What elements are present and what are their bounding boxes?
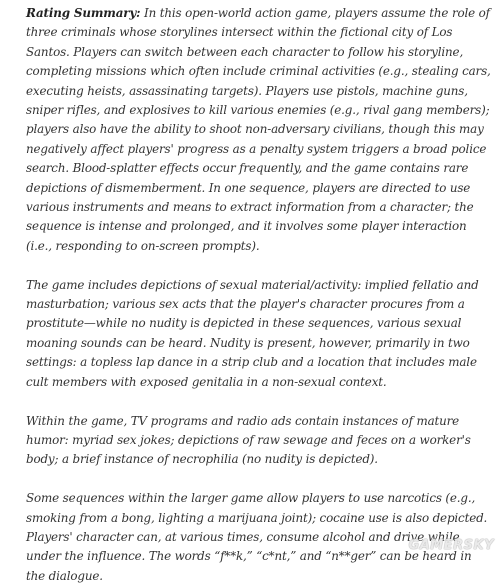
- summary-paragraph-3: Within the game, TV programs and radio ads contain instances of mature humor: myriad sex jokes; depictions of raw sewage and feces on a worker's body; a brief instance of necrophilia (no nudity is depicted).: [26, 413, 471, 467]
- summary-heading: Rating Summary:: [26, 6, 141, 20]
- summary-paragraph-1: [26, 4, 492, 256]
- summary-paragraph-2: The game includes depictions of sexual material/activity: implied fellatio and masturbation; various sex acts that the player's character procures from a prostitute—while no nudity is depicted in these sequences, various sexual moaning sounds can be heard. Nudity is present, however, primarily in two settings: a topless lap dance in a strip club and a location that includes male cult members with exposed genitalia in a non-sexual context.: [26, 277, 479, 389]
- gamersky-watermark: GAMERSKY: [408, 538, 494, 553]
- summary-paragraph-4: Some sequences within the larger game allow players to use narcotics (e.g., smoking from a bong, lighting a marijuana joint); cocaine use is also depicted. Players' character can, at various times, consume alcohol and drive while under the influence. The words “f**k,” “c*nt,” and “n**ger” can be heard in the dialogue.: [26, 491, 488, 583]
- summary-paragraph-1-text: In this open-world action game, players assume the role of three criminals whose storylines intersect within the fictional city of Los Santos. Players can switch between each character to follow his storyline, completing missions which often include criminal activities (e.g., stealing cars, executing heists, assassinating targets). Players use pistols, machine guns, sniper rifles, and explosives to kill various enemies (e.g., rival gang members); players also have the ability to shoot non-adversary civilians, though this may negatively affect players' progress as a penalty system triggers a broad police search. Blood-splatter effects occur frequently, and the game contains rare depictions of dismemberment. In one sequence, players are directed to use various instruments and means to extract information from a character; the sequence is intense and prolonged, and it involves some player interaction (i.e., responding to on-screen prompts).: [26, 6, 491, 253]
- rating-summary: [26, 4, 492, 586]
